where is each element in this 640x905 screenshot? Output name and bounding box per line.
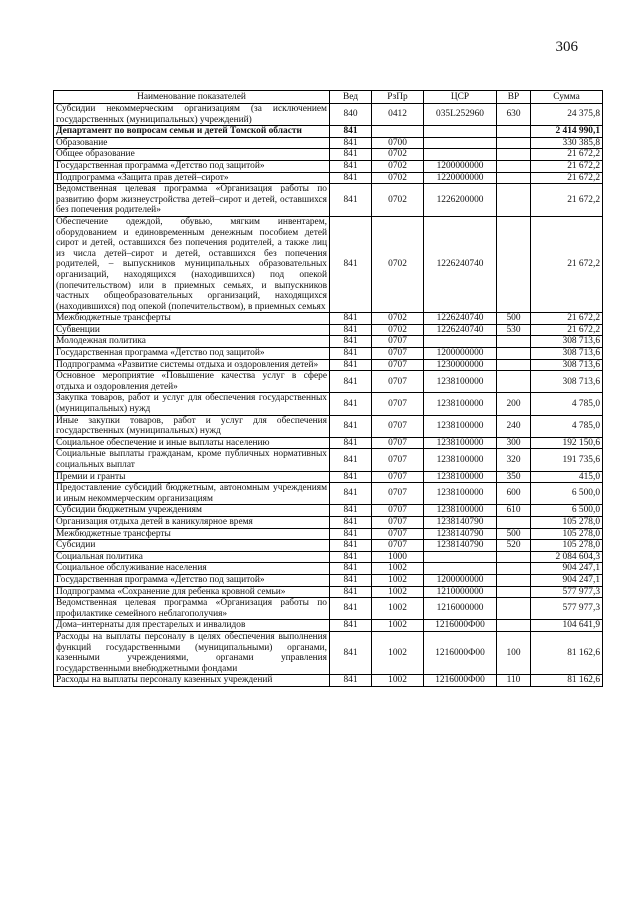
header-name: Наименование показателей bbox=[54, 91, 330, 104]
cell-rzpr: 0702 bbox=[372, 184, 424, 217]
table-row bbox=[54, 104, 603, 126]
table-row bbox=[54, 483, 603, 505]
cell-vr: 500 bbox=[497, 528, 531, 540]
table-row bbox=[54, 359, 603, 371]
cell-vr: 610 bbox=[497, 505, 531, 517]
cell-rzpr: 0707 bbox=[372, 437, 424, 449]
cell-vr: 300 bbox=[497, 437, 531, 449]
cell-ved: 841 bbox=[330, 516, 372, 528]
cell-name: Субсидии bbox=[54, 540, 330, 552]
cell-csr: 1226240740 bbox=[424, 324, 497, 336]
cell-rzpr: 0707 bbox=[372, 471, 424, 483]
cell-name: Субсидии бюджетным учреждениям bbox=[54, 505, 330, 517]
cell-csr: 1226240740 bbox=[424, 313, 497, 325]
cell-ved: 841 bbox=[330, 449, 372, 471]
cell-name: Межбюджетные трансферты bbox=[54, 313, 330, 325]
cell-sum: 21 672,2 bbox=[531, 160, 603, 172]
cell-vr: 100 bbox=[497, 631, 531, 674]
cell-sum: 2 414 990,1 bbox=[531, 126, 603, 138]
cell-csr: 1238140790 bbox=[424, 528, 497, 540]
table-row bbox=[54, 449, 603, 471]
cell-name: Государственная программа «Детство под защитой» bbox=[54, 574, 330, 586]
cell-name: Молодежная политика bbox=[54, 336, 330, 348]
cell-vr bbox=[497, 149, 531, 161]
table-row bbox=[54, 471, 603, 483]
table-header-row bbox=[54, 91, 603, 104]
cell-csr bbox=[424, 149, 497, 161]
cell-rzpr: 0702 bbox=[372, 172, 424, 184]
cell-csr: 1210000000 bbox=[424, 586, 497, 598]
cell-name: Субсидии некоммерческим организациям (за исключением государственных (муниципальных) учреждений) bbox=[54, 104, 330, 126]
cell-rzpr: 1000 bbox=[372, 551, 424, 563]
cell-csr bbox=[424, 563, 497, 575]
cell-sum: 904 247,1 bbox=[531, 563, 603, 575]
budget-table bbox=[53, 90, 603, 687]
cell-ved: 841 bbox=[330, 126, 372, 138]
cell-csr: 1238100000 bbox=[424, 449, 497, 471]
header-vr: ВР bbox=[497, 91, 531, 104]
cell-csr: 1220000000 bbox=[424, 172, 497, 184]
cell-rzpr: 1002 bbox=[372, 620, 424, 632]
table-row bbox=[54, 415, 603, 437]
cell-vr bbox=[497, 172, 531, 184]
cell-ved: 841 bbox=[330, 137, 372, 149]
cell-vr: 520 bbox=[497, 540, 531, 552]
cell-rzpr: 0707 bbox=[372, 348, 424, 360]
cell-csr: 1238140790 bbox=[424, 540, 497, 552]
cell-ved: 841 bbox=[330, 620, 372, 632]
table-row bbox=[54, 505, 603, 517]
cell-name: Социальная политика bbox=[54, 551, 330, 563]
cell-sum: 21 672,2 bbox=[531, 172, 603, 184]
cell-rzpr: 0707 bbox=[372, 505, 424, 517]
cell-sum: 6 500,0 bbox=[531, 483, 603, 505]
cell-vr bbox=[497, 516, 531, 528]
cell-vr bbox=[497, 184, 531, 217]
table-row bbox=[54, 371, 603, 393]
cell-ved: 841 bbox=[330, 336, 372, 348]
header-csr: ЦСР bbox=[424, 91, 497, 104]
cell-vr: 350 bbox=[497, 471, 531, 483]
cell-csr: 1238100000 bbox=[424, 483, 497, 505]
cell-csr: 1230000000 bbox=[424, 359, 497, 371]
table-row bbox=[54, 126, 603, 138]
cell-rzpr: 0700 bbox=[372, 137, 424, 149]
cell-rzpr: 0707 bbox=[372, 415, 424, 437]
cell-vr bbox=[497, 563, 531, 575]
cell-name: Департамент по вопросам семьи и детей Томской области bbox=[54, 126, 330, 138]
cell-vr bbox=[497, 598, 531, 620]
cell-name: Закупка товаров, работ и услуг для обеспечения государственных (муниципальных) нужд bbox=[54, 393, 330, 415]
header-ved: Вед bbox=[330, 91, 372, 104]
cell-sum: 308 713,6 bbox=[531, 348, 603, 360]
cell-vr bbox=[497, 586, 531, 598]
cell-name: Социальное обслуживание населения bbox=[54, 563, 330, 575]
cell-ved: 841 bbox=[330, 471, 372, 483]
cell-sum: 81 162,6 bbox=[531, 675, 603, 687]
cell-name: Организация отдыха детей в каникулярное время bbox=[54, 516, 330, 528]
cell-rzpr: 0702 bbox=[372, 160, 424, 172]
cell-name: Премии и гранты bbox=[54, 471, 330, 483]
cell-rzpr: 0702 bbox=[372, 149, 424, 161]
cell-sum: 577 977,3 bbox=[531, 598, 603, 620]
cell-vr: 240 bbox=[497, 415, 531, 437]
cell-name: Основное мероприятие «Повышение качества услуг в сфере отдыха и оздоровления детей» bbox=[54, 371, 330, 393]
cell-csr: 1200000000 bbox=[424, 574, 497, 586]
cell-rzpr: 1002 bbox=[372, 631, 424, 674]
cell-csr: 1216000000 bbox=[424, 598, 497, 620]
cell-rzpr: 0707 bbox=[372, 483, 424, 505]
cell-rzpr: 1002 bbox=[372, 563, 424, 575]
cell-name: Общее образование bbox=[54, 149, 330, 161]
cell-rzpr: 0702 bbox=[372, 324, 424, 336]
cell-name: Подпрограмма «Защита прав детей–сирот» bbox=[54, 172, 330, 184]
cell-vr: 530 bbox=[497, 324, 531, 336]
table-row bbox=[54, 313, 603, 325]
cell-ved: 841 bbox=[330, 393, 372, 415]
cell-ved: 841 bbox=[330, 437, 372, 449]
table-row bbox=[54, 540, 603, 552]
cell-ved: 841 bbox=[330, 505, 372, 517]
cell-name: Субвенции bbox=[54, 324, 330, 336]
cell-ved: 841 bbox=[330, 348, 372, 360]
cell-rzpr: 1002 bbox=[372, 598, 424, 620]
table-row bbox=[54, 586, 603, 598]
cell-ved: 841 bbox=[330, 551, 372, 563]
cell-vr: 320 bbox=[497, 449, 531, 471]
cell-ved: 841 bbox=[330, 483, 372, 505]
cell-csr: 1238140790 bbox=[424, 516, 497, 528]
cell-name: Образование bbox=[54, 137, 330, 149]
cell-sum: 21 672,2 bbox=[531, 184, 603, 217]
cell-name: Социальные выплаты гражданам, кроме публичных нормативных социальных выплат bbox=[54, 449, 330, 471]
cell-sum: 104 641,9 bbox=[531, 620, 603, 632]
table-row bbox=[54, 563, 603, 575]
cell-sum: 308 713,6 bbox=[531, 359, 603, 371]
cell-vr bbox=[497, 371, 531, 393]
cell-ved: 841 bbox=[330, 540, 372, 552]
cell-csr: 1216000Ф00 bbox=[424, 631, 497, 674]
cell-vr bbox=[497, 551, 531, 563]
cell-name: Межбюджетные трансферты bbox=[54, 528, 330, 540]
cell-sum: 24 375,8 bbox=[531, 104, 603, 126]
cell-vr bbox=[497, 574, 531, 586]
cell-sum: 81 162,6 bbox=[531, 631, 603, 674]
table-row bbox=[54, 675, 603, 687]
cell-rzpr: 0707 bbox=[372, 449, 424, 471]
cell-rzpr: 0707 bbox=[372, 393, 424, 415]
cell-sum: 577 977,3 bbox=[531, 586, 603, 598]
table-row bbox=[54, 528, 603, 540]
table-row bbox=[54, 551, 603, 563]
cell-csr: 1238100000 bbox=[424, 437, 497, 449]
cell-ved: 841 bbox=[330, 528, 372, 540]
table-row bbox=[54, 172, 603, 184]
table-row bbox=[54, 149, 603, 161]
cell-vr: 200 bbox=[497, 393, 531, 415]
cell-sum: 308 713,6 bbox=[531, 336, 603, 348]
cell-vr bbox=[497, 137, 531, 149]
table-row bbox=[54, 184, 603, 217]
cell-ved: 840 bbox=[330, 104, 372, 126]
cell-vr: 500 bbox=[497, 313, 531, 325]
page-number: 306 bbox=[555, 39, 578, 55]
cell-ved: 841 bbox=[330, 359, 372, 371]
table-body bbox=[54, 104, 603, 687]
cell-ved: 841 bbox=[330, 631, 372, 674]
cell-csr: 1216000Ф00 bbox=[424, 620, 497, 632]
cell-name: Социальное обеспечение и иные выплаты населению bbox=[54, 437, 330, 449]
cell-ved: 841 bbox=[330, 160, 372, 172]
cell-ved: 841 bbox=[330, 574, 372, 586]
cell-ved: 841 bbox=[330, 172, 372, 184]
table-row bbox=[54, 324, 603, 336]
cell-csr: 035L252960 bbox=[424, 104, 497, 126]
cell-ved: 841 bbox=[330, 313, 372, 325]
cell-vr bbox=[497, 620, 531, 632]
cell-rzpr: 0707 bbox=[372, 516, 424, 528]
cell-csr: 1238100000 bbox=[424, 371, 497, 393]
cell-ved: 841 bbox=[330, 598, 372, 620]
cell-ved: 841 bbox=[330, 371, 372, 393]
cell-csr bbox=[424, 336, 497, 348]
table-row bbox=[54, 598, 603, 620]
cell-csr bbox=[424, 126, 497, 138]
cell-sum: 6 500,0 bbox=[531, 505, 603, 517]
table-row bbox=[54, 160, 603, 172]
cell-sum: 2 084 604,3 bbox=[531, 551, 603, 563]
cell-sum: 330 385,8 bbox=[531, 137, 603, 149]
cell-rzpr: 0412 bbox=[372, 104, 424, 126]
cell-csr: 1226240740 bbox=[424, 216, 497, 312]
table-row bbox=[54, 216, 603, 312]
cell-csr bbox=[424, 137, 497, 149]
cell-csr bbox=[424, 551, 497, 563]
cell-sum: 21 672,2 bbox=[531, 149, 603, 161]
cell-rzpr: 0707 bbox=[372, 371, 424, 393]
cell-rzpr: 0702 bbox=[372, 216, 424, 312]
cell-vr bbox=[497, 216, 531, 312]
cell-rzpr: 0702 bbox=[372, 313, 424, 325]
cell-sum: 21 672,2 bbox=[531, 313, 603, 325]
cell-name: Предоставление субсидий бюджетным, автономным учреждениям и иным некоммерческим организациям bbox=[54, 483, 330, 505]
table-row bbox=[54, 516, 603, 528]
cell-sum: 105 278,0 bbox=[531, 540, 603, 552]
cell-ved: 841 bbox=[330, 216, 372, 312]
cell-name: Ведомственная целевая программа «Организация работы по развитию форм жизнеустройства детей–сирот и детей, оставшихся без попечения родителей» bbox=[54, 184, 330, 217]
cell-ved: 841 bbox=[330, 586, 372, 598]
cell-rzpr: 0707 bbox=[372, 540, 424, 552]
cell-csr: 1200000000 bbox=[424, 160, 497, 172]
cell-sum: 415,0 bbox=[531, 471, 603, 483]
cell-sum: 21 672,2 bbox=[531, 216, 603, 312]
cell-vr bbox=[497, 160, 531, 172]
cell-sum: 904 247,1 bbox=[531, 574, 603, 586]
cell-rzpr: 1002 bbox=[372, 574, 424, 586]
cell-ved: 841 bbox=[330, 563, 372, 575]
cell-vr: 110 bbox=[497, 675, 531, 687]
cell-ved: 841 bbox=[330, 324, 372, 336]
cell-rzpr: 1002 bbox=[372, 586, 424, 598]
cell-sum: 105 278,0 bbox=[531, 528, 603, 540]
cell-vr: 600 bbox=[497, 483, 531, 505]
cell-ved: 841 bbox=[330, 184, 372, 217]
cell-sum: 21 672,2 bbox=[531, 324, 603, 336]
table-row bbox=[54, 631, 603, 674]
cell-csr: 1216000Ф00 bbox=[424, 675, 497, 687]
cell-sum: 191 735,6 bbox=[531, 449, 603, 471]
cell-csr: 1226200000 bbox=[424, 184, 497, 217]
cell-name: Иные закупки товаров, работ и услуг для обеспечения государственных (муниципальных) нужд bbox=[54, 415, 330, 437]
table-row bbox=[54, 437, 603, 449]
cell-ved: 841 bbox=[330, 675, 372, 687]
table-row bbox=[54, 336, 603, 348]
table-row bbox=[54, 393, 603, 415]
cell-vr bbox=[497, 336, 531, 348]
cell-name: Государственная программа «Детство под защитой» bbox=[54, 160, 330, 172]
header-rzpr: РзПр bbox=[372, 91, 424, 104]
cell-vr bbox=[497, 359, 531, 371]
cell-name: Подпрограмма «Развитие системы отдыха и оздоровления детей» bbox=[54, 359, 330, 371]
cell-name: Расходы на выплаты персоналу в целях обеспечения выполнения функций государственными (муниципальными) органами, казенными учреждениями, органами управления государственными внебюджетными фондами bbox=[54, 631, 330, 674]
cell-csr: 1238100000 bbox=[424, 505, 497, 517]
cell-name: Дома–интернаты для престарелых и инвалидов bbox=[54, 620, 330, 632]
cell-sum: 192 150,6 bbox=[531, 437, 603, 449]
cell-vr bbox=[497, 126, 531, 138]
cell-sum: 105 278,0 bbox=[531, 516, 603, 528]
cell-ved: 841 bbox=[330, 415, 372, 437]
header-sum: Сумма bbox=[531, 91, 603, 104]
table-row bbox=[54, 137, 603, 149]
cell-ved: 841 bbox=[330, 149, 372, 161]
cell-rzpr: 0707 bbox=[372, 336, 424, 348]
cell-csr: 1238100000 bbox=[424, 471, 497, 483]
table-row bbox=[54, 620, 603, 632]
cell-rzpr: 0707 bbox=[372, 359, 424, 371]
cell-sum: 4 785,0 bbox=[531, 415, 603, 437]
table-row bbox=[54, 574, 603, 586]
cell-vr: 630 bbox=[497, 104, 531, 126]
cell-sum: 308 713,6 bbox=[531, 371, 603, 393]
table-row bbox=[54, 348, 603, 360]
cell-rzpr: 0707 bbox=[372, 528, 424, 540]
cell-rzpr: 1002 bbox=[372, 675, 424, 687]
cell-name: Ведомственная целевая программа «Организация работы по профилактике семейного неблагополучия» bbox=[54, 598, 330, 620]
cell-name: Подпрограмма «Сохранение для ребенка кровной семьи» bbox=[54, 586, 330, 598]
cell-name: Расходы на выплаты персоналу казенных учреждений bbox=[54, 675, 330, 687]
cell-rzpr bbox=[372, 126, 424, 138]
cell-sum: 4 785,0 bbox=[531, 393, 603, 415]
cell-vr bbox=[497, 348, 531, 360]
cell-name: Обеспечение одеждой, обувью, мягким инвентарем, оборудованием и единовременным денежным пособием детей сирот и детей, оставшихся без попечения родителей, а также лиц из числа детей–сирот и детей, оставшихся без попечения родителей, – выпускников муниципальных образовательных организаций, находящихся (находившихся) под опекой (попечительством) или в приемных семьях, и выпускников частных общеобразовательных организаций, находящихся (находившихся) под опекой (попечительством), в приемных семьях bbox=[54, 216, 330, 312]
cell-name: Государственная программа «Детство под защитой» bbox=[54, 348, 330, 360]
cell-csr: 1238100000 bbox=[424, 415, 497, 437]
cell-csr: 1200000000 bbox=[424, 348, 497, 360]
cell-csr: 1238100000 bbox=[424, 393, 497, 415]
